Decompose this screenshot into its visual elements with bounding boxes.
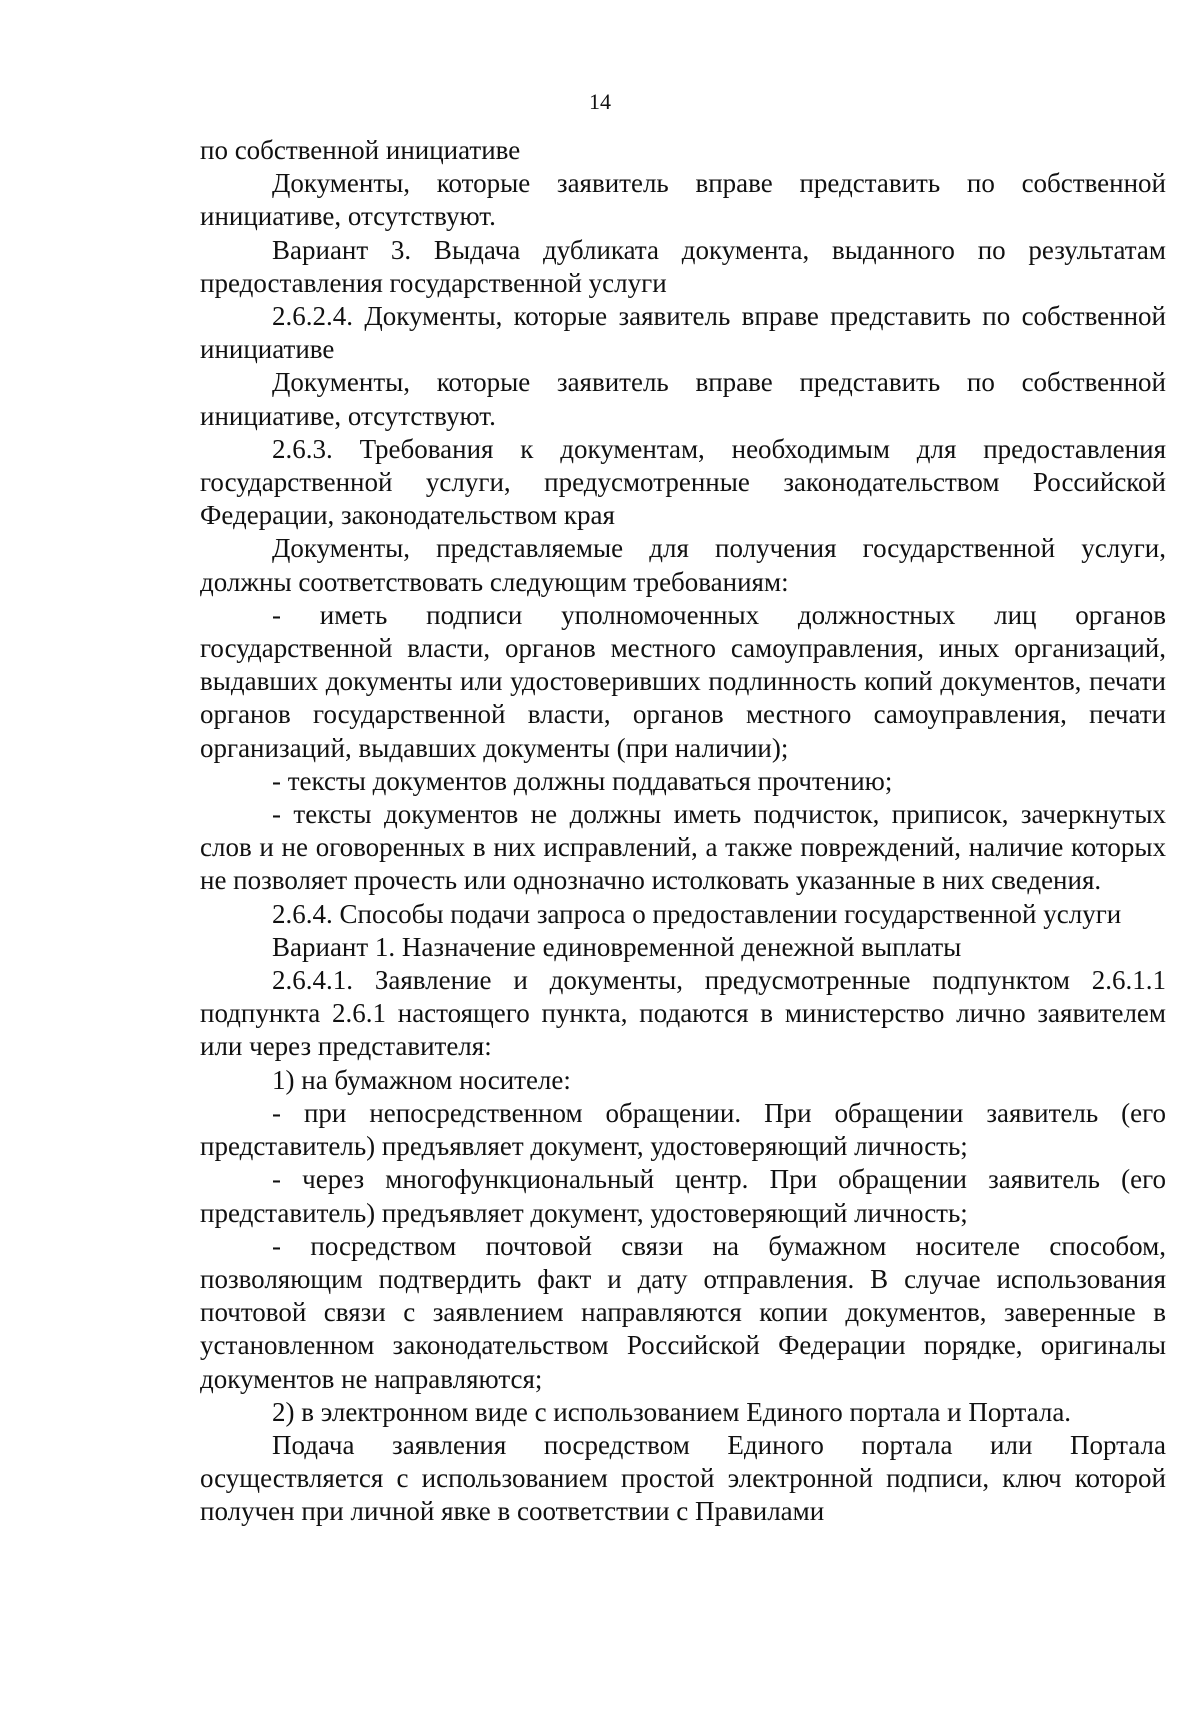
list-item: - при непосредственном обращении. При обращении заявитель (его представитель) предъявляет документ, удостоверяющий личность; <box>200 1097 1166 1162</box>
paragraph: Документы, которые заявитель вправе представить по собственной инициативе, отсутствуют. <box>200 367 1166 431</box>
paragraph: Подача заявления посредством Единого портала или Портала осуществляется с использованием простой электронной подписи, ключ которой получен при личной явке в соответствии с Правилами <box>200 1429 1166 1527</box>
list-item: - иметь подписи уполномоченных должностных лиц органов государственной власти, органов местного самоуправления, иных организаций, выдавших документы или удостоверивших подлинность копий документов, печати органов государственной власти, органов местного самоуправления, печати организаций, выдавших документы (при наличии); <box>200 599 1166 763</box>
paragraph: 2.6.4.1. Заявление и документы, предусмотренные подпунктом 2.6.1.1 подпункта 2.6.1 настоящего пункта, подаются в министерство лично заявителем или через представителя: <box>200 965 1166 1062</box>
paragraph: 2.6.2.4. Документы, которые заявитель вправе представить по собственной инициативе <box>200 301 1166 365</box>
paragraph: Вариант 3. Выдача дубликата документа, выданного по результатам предоставления государственной услуги <box>200 234 1166 298</box>
list-item: - через многофункциональный центр. При обращении заявитель (его представитель) предъявляет документ, удостоверяющий личность; <box>200 1164 1166 1228</box>
list-item: - тексты документов должны поддаваться прочтению; <box>272 765 893 796</box>
paragraph: Документы, представляемые для получения государственной услуги, должны соответствовать следующим требованиям: <box>200 533 1166 597</box>
document-body <box>200 134 1166 1529</box>
list-item: - посредством почтовой связи на бумажном носителе способом, позволяющим подтвердить факт и дату отправления. В случае использования почтовой связи с заявлением направляются копии документов, заверенные в установленном законодательством Российской Федерации порядке, оригиналы документов не направляются; <box>200 1230 1166 1394</box>
list-item: 1) на бумажном носителе: <box>272 1064 571 1095</box>
paragraph: Вариант 1. Назначение единовременной денежной выплаты <box>272 931 962 962</box>
paragraph: Документы, которые заявитель вправе представить по собственной инициативе, отсутствуют. <box>200 168 1166 232</box>
paragraph: 2.6.3. Требования к документам, необходимым для предоставления государственной услуги, предусмотренные законодательством Российской Федерации, законодательством края <box>200 433 1166 531</box>
page-number: 14 <box>589 89 611 114</box>
list-item: - тексты документов не должны иметь подчисток, приписок, зачеркнутых слов и не оговоренных в них исправлений, а также повреждений, наличие которых не позволяет прочесть или однозначно истолковать указанные в них сведения. <box>200 799 1166 896</box>
paragraph: по собственной инициативе <box>200 135 521 165</box>
section-heading: 2.6.4. Способы подачи запроса о предоставлении государственной услуги <box>272 898 1122 929</box>
list-item: 2) в электронном виде с использованием Единого портала и Портала. <box>272 1396 1072 1427</box>
